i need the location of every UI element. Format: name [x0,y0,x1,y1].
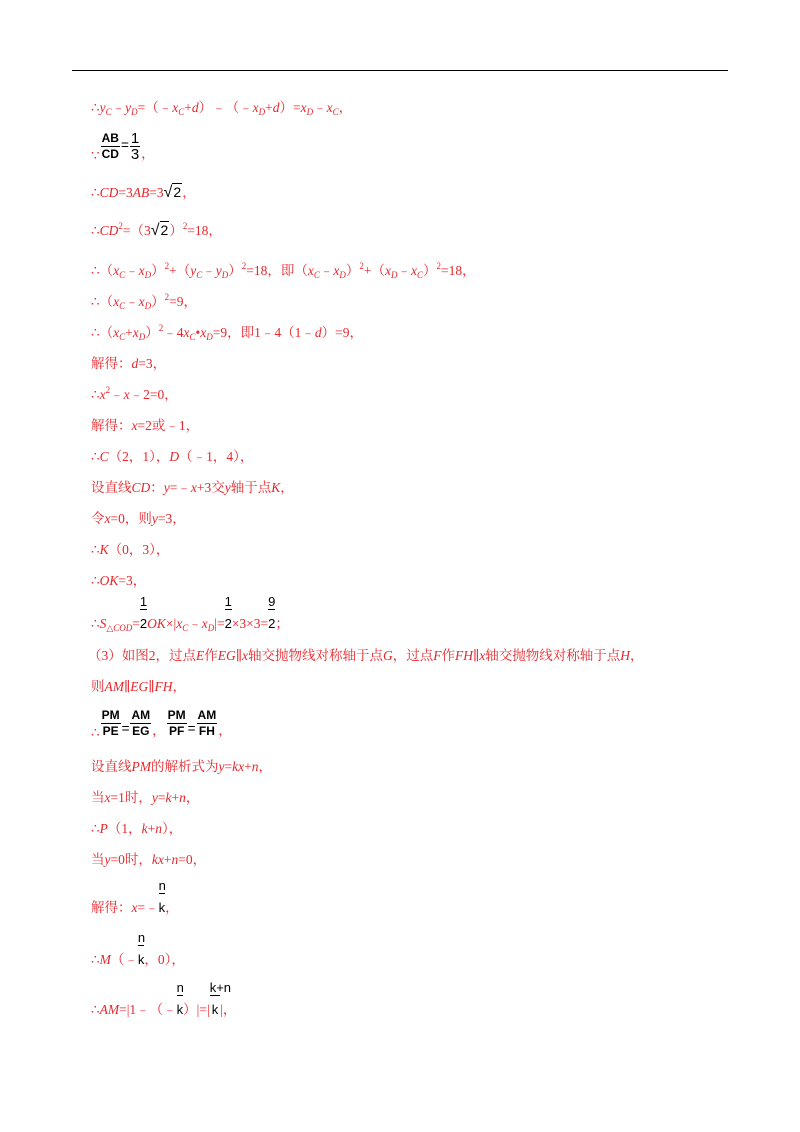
solution-line-25: ∴M（﹣ $\frac{n}{k}$，0）， [91,930,185,967]
fraction-n-over-k: $\frac{n}{k}$ [158,878,166,915]
solution-line-11: ∴C（2，1），D（﹣1，4）， [91,449,254,464]
fraction-am-fh: $\frac{AM}{FH}$ [197,708,217,738]
fraction-pm-pe: $\frac{PM}{PE}$ [101,708,120,738]
solution-line-15: ∴OK=3， [91,573,147,588]
sqrt-radical: √2 [150,222,169,239]
solution-line-21: 当x=1时，y=k+n， [91,790,200,805]
solution-line-22: ∴P（1，k+n）， [91,821,183,836]
fraction-k-plus-n-over-k: $\frac{k+n}{k}$ [209,980,232,1017]
solution-line-16: $\therefore S_{\triangle COD}=$ $\frac{1}{2}OK\times|x_C﹣x_D|=$ $\frac{1}{2}\times 3\times 3=$ $\frac{9}{2}$； [91,594,289,633]
fraction-half: $\frac{1}{2}$ [139,594,148,631]
solution-line-14: ∴K（0，3）， [91,542,170,557]
solution-line-20: 设直线PM的解析式为y=kx+n， [91,759,272,774]
solution-line-26: ∴AM=|1﹣（﹣ $\frac{n}{k})|=|$ $\frac{k+n}{k}|$， [91,980,237,1017]
solution-line-2: ∵ $\frac{AB}{CD}$ = $\frac{1}{3}$ ， [91,130,155,163]
fraction-am-eg: $\frac{AM}{EG}$ [131,708,151,738]
fraction-n-over-k: $\frac{n}{k}$ [176,980,184,1017]
fraction-half: $\frac{1}{2}$ [224,594,232,631]
solution-line-3: ∴CD=3AB=3√2， [91,184,196,201]
solution-line-17: （3）如图2，过点E作EG∥x轴交抛物线对称轴于点G，过点F作FH∥x轴交抛物线对称轴于点H， [88,648,644,663]
solution-line-9: $\therefore x^2﹣x﹣2=0$， [91,385,178,402]
solution-line-19: ∴ $\frac{PM}{PE}$ = $\frac{AM}{EG}$ ， $\frac{PM}{PF}$ = $\frac{AM}{FH}$ ， [91,708,232,740]
solution-line-4: $\therefore CD^2=(3√2)^2=18$， [91,221,222,239]
fraction-n-over-k: $\frac{n}{k}$ [137,930,146,967]
solution-line-8: 解得：d=3， [91,356,167,371]
solution-line-7: $\therefore(x_C+x_D)^2﹣4x_C•x_D=9$，即1﹣4（1﹣d）=9， [91,323,363,342]
solution-line-5: $\therefore(x_C﹣x_D)^2+(y_C﹣y_D)^2=18$，即$(x_C﹣x_D)^2+(x_D﹣x_C)^2=18$， [91,261,476,280]
solution-line-1: $\therefore y_C﹣y_D=(﹣x_C+d)﹣(﹣x_D+d)=x_D﹣x_C$， [91,100,353,117]
fraction-nine-halves: $\frac{9}{2}$ [268,594,276,631]
fraction-ab-cd: $\frac{AB}{CD}$ [101,131,119,161]
solution-line-13: 令x=0，则y=3， [91,511,186,526]
solution-line-23: 当y=0时，kx+n=0， [91,852,207,867]
fraction-one-third: $\frac{1}{3}$ [130,130,140,163]
fraction-pm-pf: $\frac{PM}{PF}$ [167,708,186,738]
solution-line-24: 解得：x=﹣ $\frac{n}{k}$， [91,878,179,915]
solution-line-6: $\therefore(x_C﹣x_D)^2=9$， [91,292,197,311]
header-rule [72,70,728,71]
solution-line-12: 设直线CD：y=﹣x+3交y轴于点K， [91,480,294,495]
solution-line-18: 则AM∥EG∥FH， [91,679,186,694]
sqrt-radical: √2 [163,184,182,201]
solution-line-10: 解得：x=2或﹣1， [91,418,200,433]
